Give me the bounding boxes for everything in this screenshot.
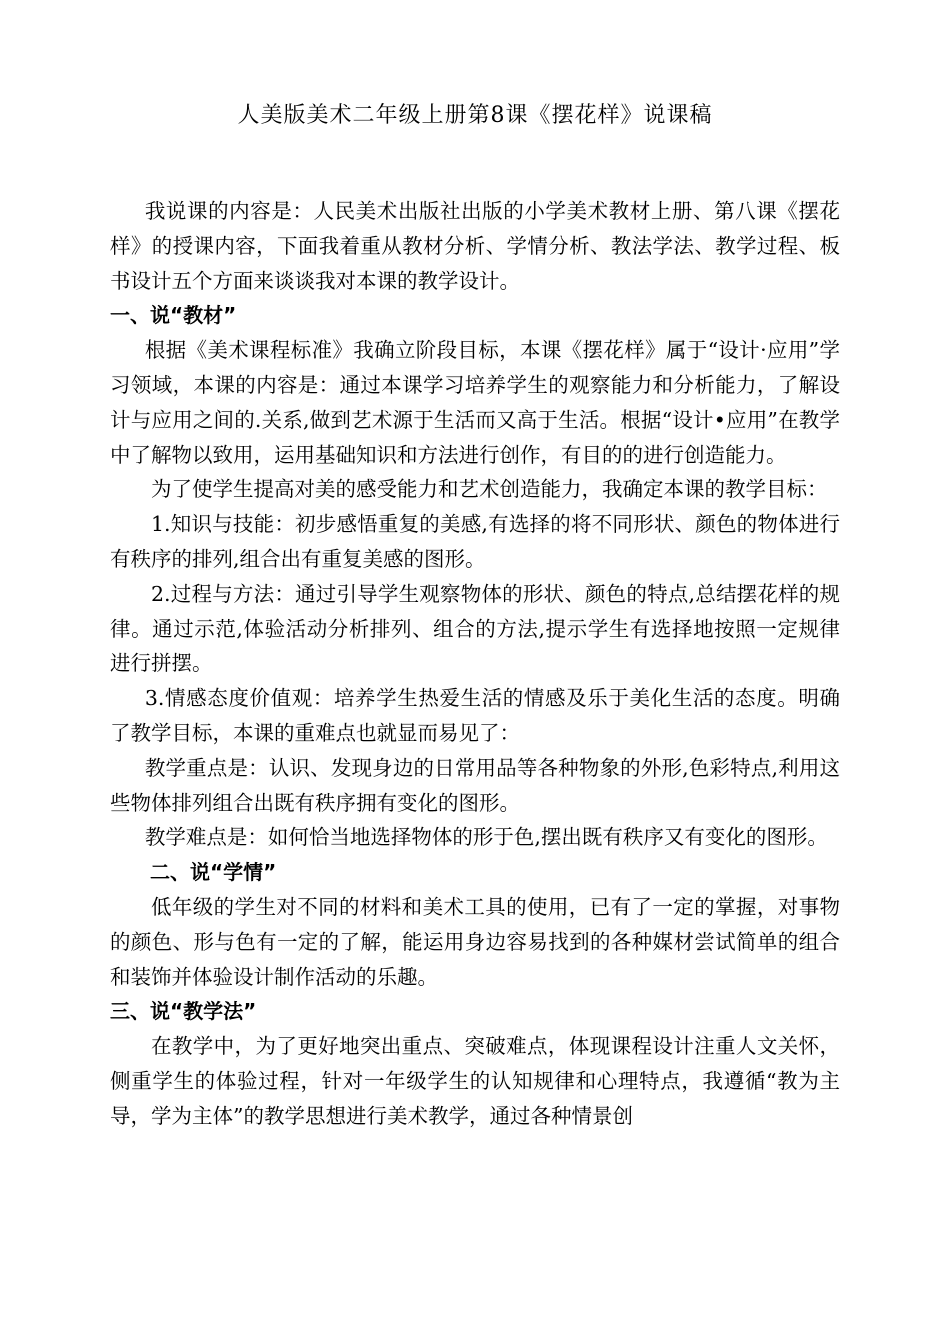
teaching-key-point: 教学重点是：认识、发现身边的日常用品等各种物象的外形,色彩特点,利用这些物体排列组合出既有秩序拥有变化的图形。 (110, 755, 840, 815)
textbook-paragraph-2: 为了使学生提高对美的感受能力和艺术创造能力，我确定本课的教学目标： (151, 477, 828, 502)
teaching-difficulty: 教学难点是：如何恰当地选择物体的形于色,摆出既有秩序又有变化的图形。 (144, 825, 828, 850)
textbook-paragraph-1: 根据《美术课程标准》我确立阶段目标，本课《摆花样》属于“设计·应用”学习领域，本课的内容是：通过本课学习培养学生的观察能力和分析能力，了解设计与应用之间的.关系,做到艺术源于生活而又高于生活。根据“设计•应用”在教学中了解物以致用，运用基础知识和方法进行创作，有目的的进行创造能力。 (110, 338, 840, 467)
goal-emotion-values: 3.情感态度价值观：培养学生热爱生活的情感及乐于美化生活的态度。明确了教学目标，本课的重难点也就显而易见了： (110, 686, 840, 745)
section-heading-textbook: 一、说“教材” (110, 303, 237, 328)
document-title: 人美版美术二年级上册第8课《摆花样》说课稿 (237, 103, 713, 128)
goal-knowledge-skills: 1.知识与技能：初步感悟重复的美感,有选择的将不同形状、颜色的物体进行有秩序的排列,组合出有重复美感的图形。 (110, 512, 840, 571)
intro-paragraph: 我说课的内容是：人民美术出版社出版的小学美术教材上册、第八课《摆花样》的授课内容，下面我着重从教材分析、学情分析、教法学法、教学过程、板书设计五个方面来谈谈我对本课的教学设计。 (110, 199, 840, 293)
methods-paragraph: 在教学中，为了更好地突出重点、突破难点，体现课程设计注重人文关怀，侧重学生的体验过程，针对一年级学生的认知规律和心理特点，我遵循“教为主导，学为主体”的教学思想进行美术教学，通过各种情景创 (110, 1034, 840, 1128)
section-heading-learners: 二、说“学情” (150, 860, 277, 885)
document-body (110, 194, 840, 1134)
section-heading-methods: 三、说“教学法” (110, 999, 257, 1024)
goal-process-method: 2.过程与方法：通过引导学生观察物体的形状、颜色的特点,总结摆花样的规律。通过示范,体验活动分析排列、组合的方法,提示学生有选择地按照一定规律进行拼摆。 (110, 581, 840, 676)
learners-paragraph: 低年级的学生对不同的材料和美术工具的使用，已有了一定的掌握，对事物的颜色、形与色有一定的了解，能运用身边容易找到的各种媒材尝试简单的组合和装饰并体验设计制作活动的乐趣。 (110, 894, 840, 989)
